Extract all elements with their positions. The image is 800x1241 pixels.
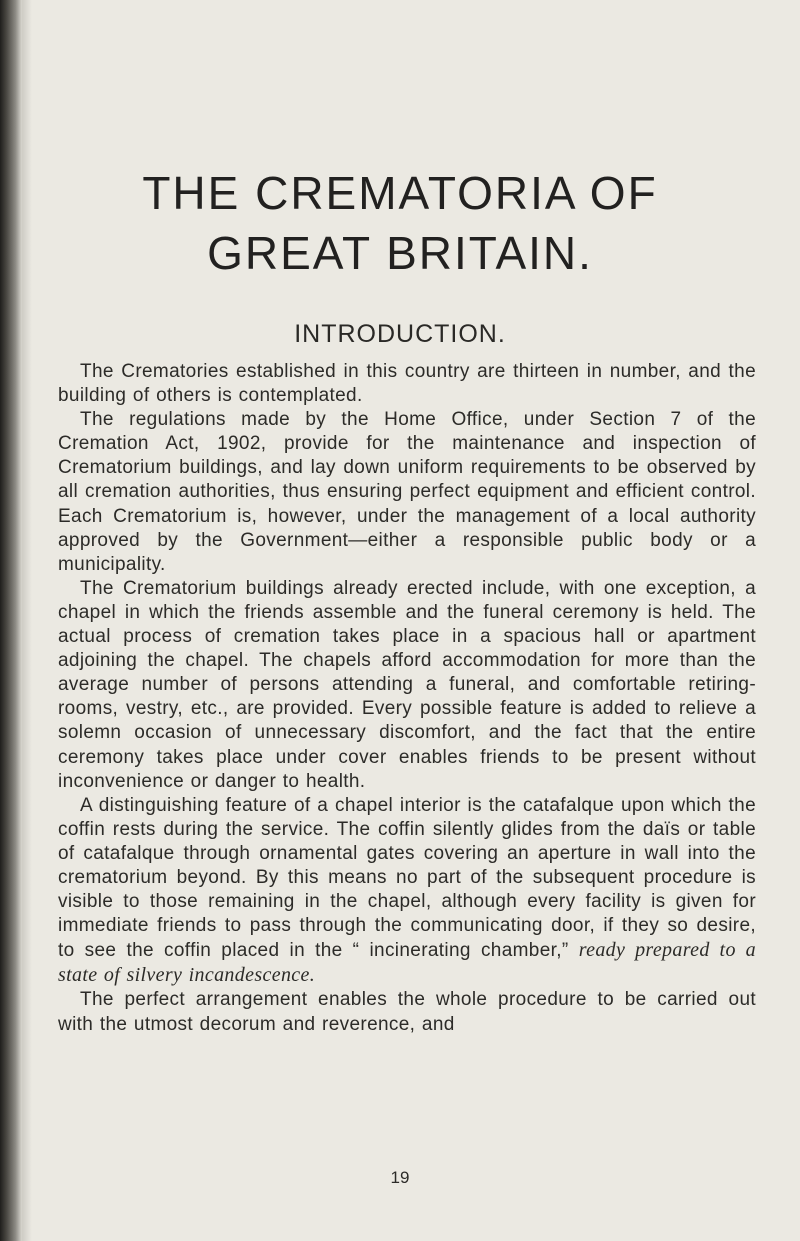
paragraph-4-emphasis: ready prepared to a state of silvery incandescence. (58, 939, 756, 987)
paragraph-2: The regulations made by the Home Office, under Section 7 of the Cremation Act, 1902, provide for the maintenance and inspection of Crematorium buildings, and lay down uniform requirements to be observed by all cremation authorities, thus ensuring perfect equipment and efficient control. Each Crematorium is, however, under the management of a local authority approved by the Government—either a responsible public body or a municipality. (58, 409, 756, 575)
body-text (58, 360, 756, 1037)
page-number: 19 (390, 1168, 410, 1187)
book-title-line-1: THE CREMATORIA OF (142, 167, 658, 219)
paragraph-4 (58, 794, 756, 989)
paragraph-4-text: A distinguishing feature of a chapel interior is the catafalque upon which the coffin rests during the service. The coffin silently glides from the daïs or table of catafalque through ornamental gates covering an aperture in wall into the crematorium beyond. By this means no part of the subsequent procedure is visible to those remaining in the chapel, although every facility is given for immediate friends to pass through the communicating door, if they so desire, to see the coffin placed in the “ incinerating chamber,” (58, 794, 756, 962)
book-title-line-2: GREAT BRITAIN. (207, 227, 593, 279)
paragraph-3: The Crematorium buildings already erected include, with one exception, a chapel in which the friends assemble and the funeral ceremony is held. The actual process of cremation takes place in a spacious hall or apartment adjoining the chapel. The chapels afford accommodation for more than the average number of persons attending a funeral, and comfortable retiring-rooms, vestry, etc., are provided. Every possible feature is added to relieve a solemn occasion of unnecessary discomfort, and the fact that the entire ceremony takes place under cover enables friends to be present without inconvenience or danger to health. (58, 577, 756, 792)
paragraph-1: The Crematories established in this country are thirteen in number, and the building of others is contemplated. (58, 361, 756, 407)
section-heading: INTRODUCTION. (294, 320, 506, 348)
paragraph-5: The perfect arrangement enables the whole procedure to be carried out with the utmost decorum and reverence, and (58, 989, 756, 1035)
